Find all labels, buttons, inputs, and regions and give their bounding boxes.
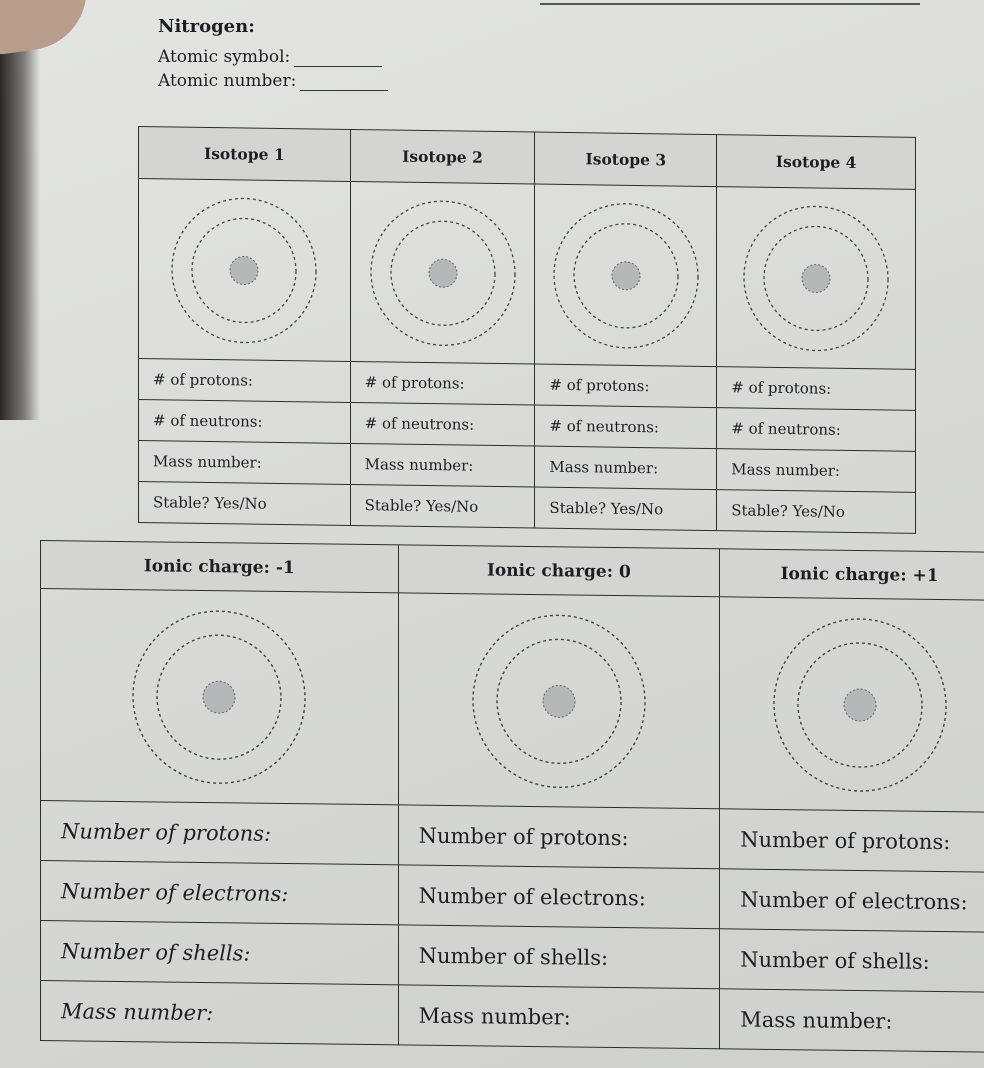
isotope-1-diagram[interactable]	[139, 179, 351, 362]
ion-positive-header: Ionic charge: +1	[720, 549, 984, 600]
isotope-2-diagram[interactable]	[350, 181, 535, 364]
isotope-table	[138, 126, 916, 534]
isotope-field[interactable]: Mass number:	[350, 443, 535, 487]
ion-field[interactable]: Number of electrons:	[41, 861, 399, 925]
atomic-symbol-row	[158, 47, 388, 67]
ion-field[interactable]: Number of protons:	[720, 809, 984, 872]
ion-diagram-row	[41, 589, 984, 813]
ion-field[interactable]: Number of protons:	[398, 805, 720, 869]
isotope-field[interactable]: # of neutrons:	[535, 405, 717, 449]
bohr-model-icon	[464, 605, 654, 797]
isotope-field[interactable]: # of protons:	[139, 359, 351, 403]
ion-neutral-diagram[interactable]	[398, 593, 720, 809]
ion-table	[40, 540, 984, 1053]
isotope-field[interactable]: # of protons:	[350, 361, 535, 405]
isotope-field[interactable]: Mass number:	[139, 441, 351, 485]
isotope-field[interactable]: Stable? Yes/No	[139, 482, 351, 526]
ion-field[interactable]: Number of shells:	[41, 921, 399, 985]
ion-field[interactable]: Mass number:	[720, 989, 984, 1052]
page-edge-line	[540, 3, 920, 5]
ion-field[interactable]: Number of shells:	[398, 925, 720, 989]
isotope-3-header: Isotope 3	[535, 132, 717, 187]
ion-field[interactable]: Number of electrons:	[398, 865, 720, 929]
isotope-field[interactable]: # of neutrons:	[717, 408, 916, 452]
isotope-field[interactable]: Stable? Yes/No	[717, 490, 916, 534]
isotope-field[interactable]: Mass number:	[535, 446, 717, 490]
ion-field[interactable]: Mass number:	[41, 981, 399, 1045]
element-title: Nitrogen:	[158, 16, 255, 37]
ion-positive-diagram[interactable]	[720, 597, 984, 812]
atomic-symbol-label: Atomic symbol:	[158, 47, 291, 67]
ion-negative-diagram[interactable]	[41, 589, 399, 805]
bohr-model-icon	[765, 608, 955, 800]
bohr-model-icon	[546, 194, 706, 356]
ion-field[interactable]: Mass number:	[398, 985, 720, 1049]
desk-shadow	[0, 0, 40, 420]
atomic-number-blank[interactable]	[300, 77, 388, 91]
bohr-model-icon	[736, 197, 896, 359]
isotope-field[interactable]: Stable? Yes/No	[535, 487, 717, 531]
isotope-field[interactable]: # of protons:	[717, 367, 916, 411]
ion-field[interactable]: Number of protons:	[41, 801, 399, 865]
isotope-4-diagram[interactable]	[717, 187, 916, 370]
ion-field[interactable]: Number of electrons:	[720, 869, 984, 932]
ion-neutral-header: Ionic charge: 0	[398, 545, 720, 597]
isotope-field[interactable]: # of neutrons:	[139, 400, 351, 444]
atomic-number-row	[158, 71, 388, 91]
ion-mass-row	[41, 981, 984, 1053]
isotope-diagram-row	[139, 179, 916, 370]
bohr-model-icon	[124, 601, 314, 793]
bohr-model-icon	[164, 189, 324, 351]
isotope-field[interactable]: Stable? Yes/No	[350, 484, 535, 528]
isotope-field[interactable]: # of neutrons:	[350, 402, 535, 446]
ion-field[interactable]: Number of shells:	[720, 929, 984, 992]
isotope-2-header: Isotope 2	[350, 129, 535, 184]
atomic-number-label: Atomic number:	[158, 71, 297, 91]
isotope-field[interactable]: # of protons:	[535, 364, 717, 408]
isotope-3-diagram[interactable]	[535, 184, 717, 367]
bohr-model-icon	[363, 192, 523, 354]
isotope-1-header: Isotope 1	[139, 127, 351, 182]
isotope-field[interactable]: Mass number:	[717, 449, 916, 493]
isotope-4-header: Isotope 4	[717, 135, 916, 190]
worksheet-header	[158, 16, 388, 91]
atomic-symbol-blank[interactable]	[294, 53, 382, 67]
ion-negative-header: Ionic charge: -1	[41, 541, 399, 593]
